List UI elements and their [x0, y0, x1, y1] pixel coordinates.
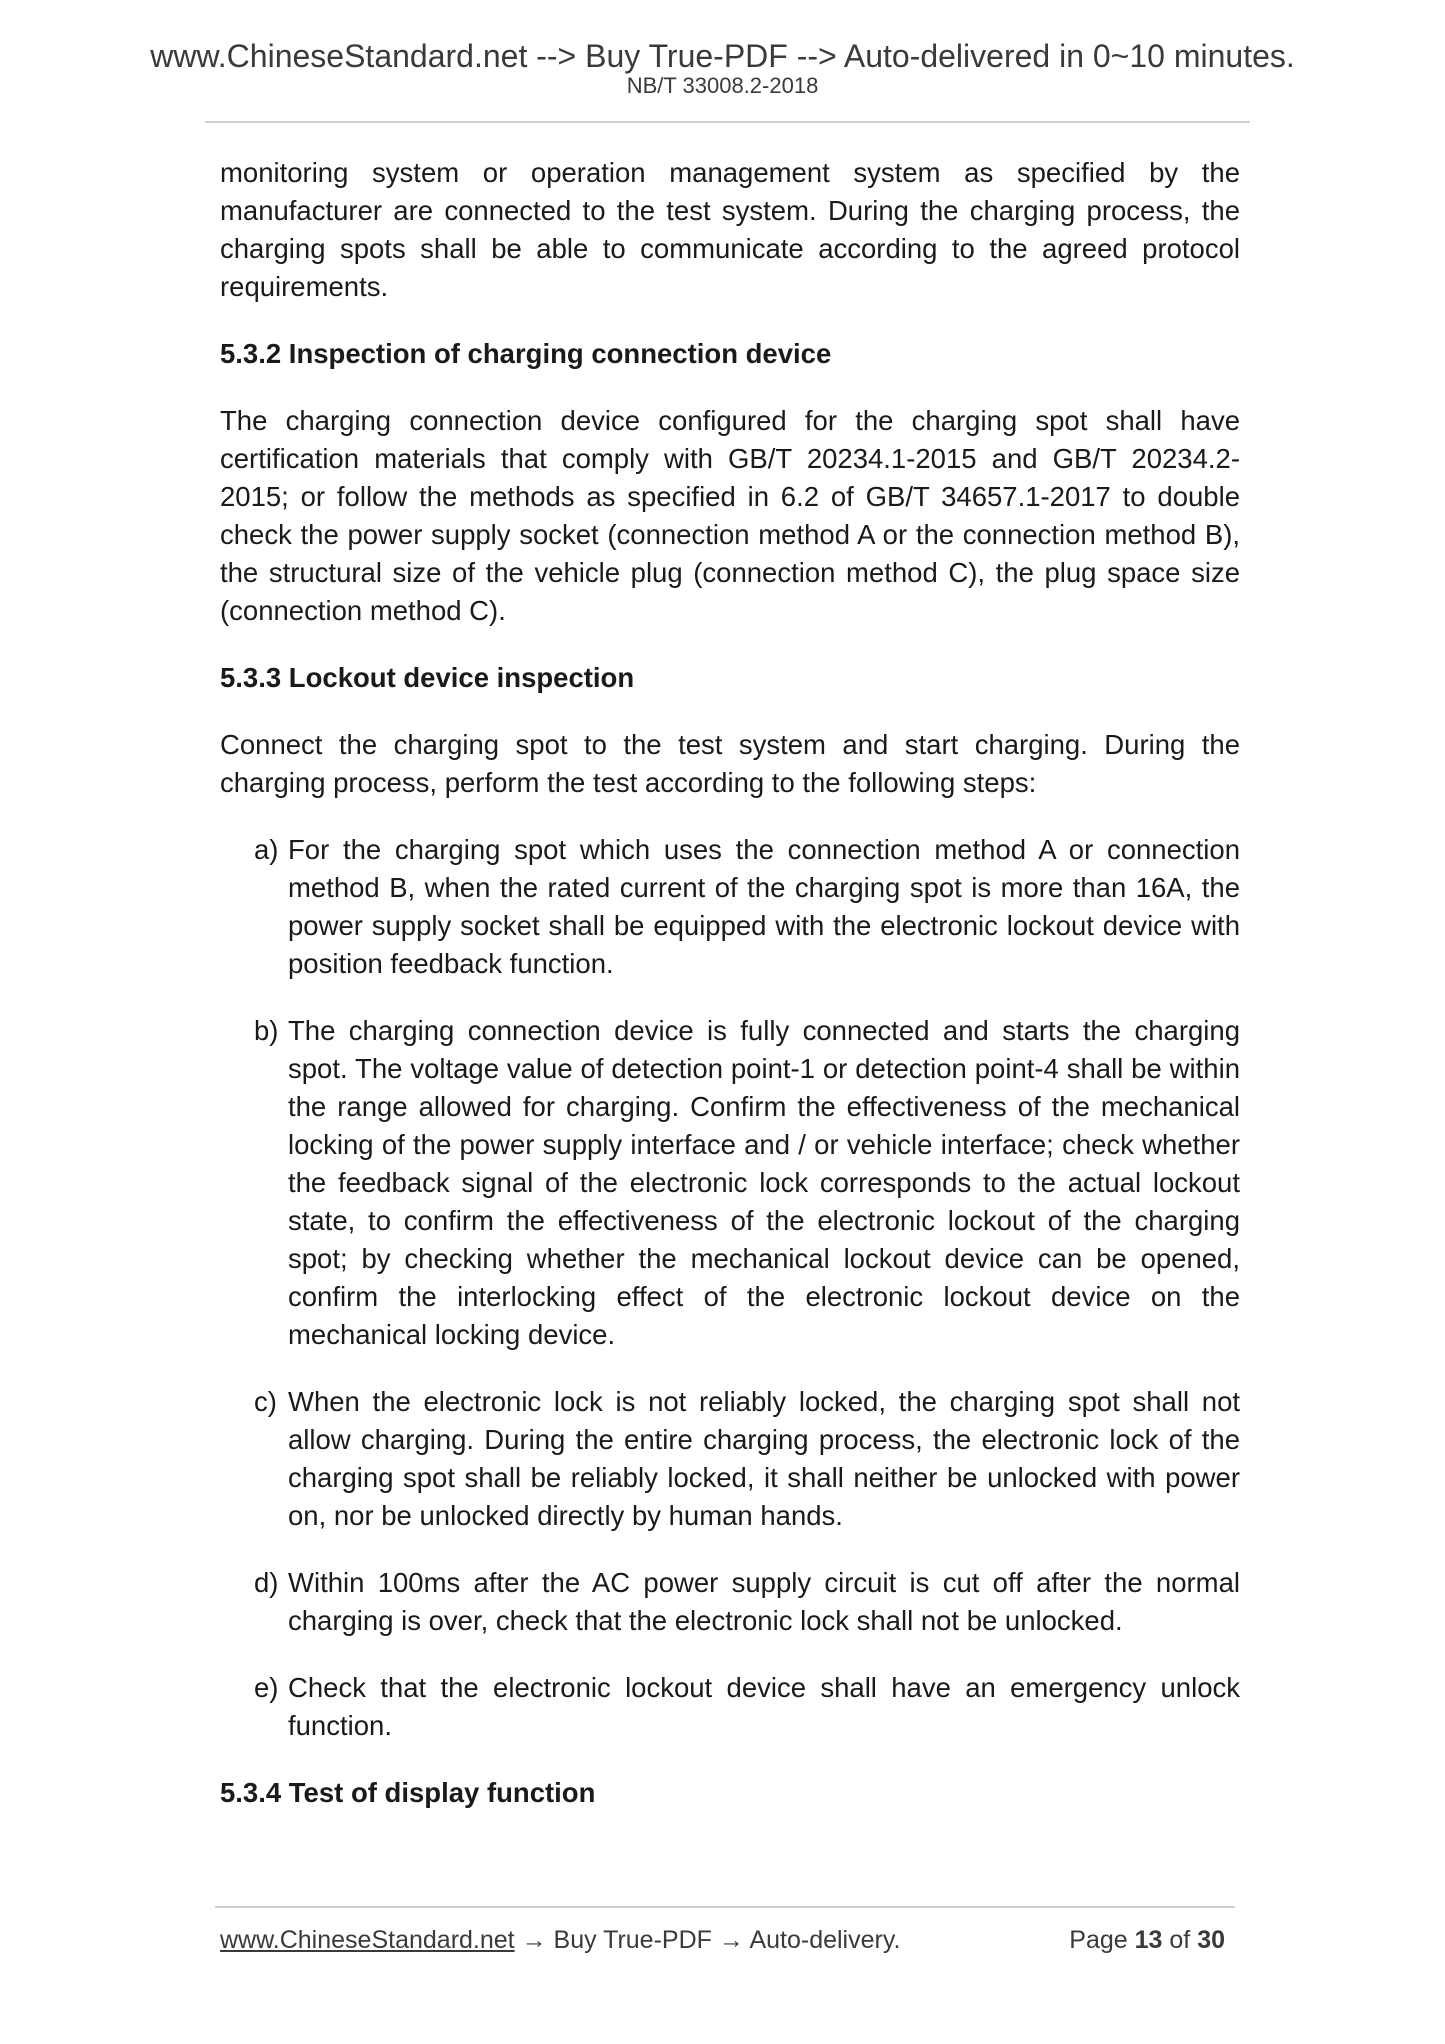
list-item-text: Within 100ms after the AC power supply circuit is cut off after the normal charging is over, check that the electronic lock shall not be unlocked.: [288, 1567, 1240, 1636]
list-marker: a): [254, 834, 279, 865]
list-item-d: [220, 1564, 1240, 1640]
of-label: of: [1169, 1926, 1191, 1954]
site-banner: www.ChineseStandard.net --> Buy True-PDF --> Auto-delivered in 0~10 minutes.: [150, 38, 1295, 74]
intro-paragraph: monitoring system or operation management system as specified by the manufacturer are connected to the test system. During the charging process, the charging spots shall be able to communicate according to the agreed protocol requirements.: [220, 157, 1240, 302]
section-heading-5-3-2: 5.3.2 Inspection of charging connection device: [220, 338, 832, 369]
list-item-b: [220, 1012, 1240, 1354]
header-divider: [205, 121, 1250, 123]
page-label: Page: [1069, 1926, 1128, 1954]
list-item-text: The charging connection device is fully connected and starts the charging spot. The voltage value of detection point-1 or detection point-4 shall be within the range allowed for charging. Confirm the effectiveness of the mechanical locking of the power supply interface and / or vehicle interface; check whether the feedback signal of the electronic lock corresponds to the actual lockout state, to confirm the effectiveness of the electronic lockout of the charging spot; by checking whether the mechanical lockout device can be opened, confirm the interlocking effect of the electronic lockout device on the mechanical locking device.: [288, 1015, 1240, 1350]
list-item-text: Check that the electronic lockout device shall have an emergency unlock function.: [288, 1672, 1240, 1741]
section-paragraph-5-3-3: Connect the charging spot to the test system and start charging. During the charging process, perform the test according to the following steps:: [220, 729, 1240, 798]
section-paragraph-5-3-2: The charging connection device configured for the charging spot shall have certification materials that comply with GB/T 20234.1-2015 and GB/T 20234.2-2015; or follow the methods as specified in 6.2 of GB/T 34657.1-2017 to double check the power supply socket (connection method A or the connection method B), the structural size of the vehicle plug (connection method C), the plug space size (connection method C).: [220, 405, 1240, 626]
list-item-text: For the charging spot which uses the connection method A or connection method B, when the rated current of the charging spot is more than 16A, the power supply socket shall be equipped with the electronic lockout device with position feedback function.: [288, 834, 1240, 979]
page-number: 13: [1134, 1926, 1163, 1954]
arrow-icon: →: [521, 1926, 547, 1954]
list-marker: d): [254, 1567, 279, 1598]
list-marker: b): [254, 1015, 279, 1046]
page-content: [220, 154, 1240, 1841]
document-id: NB/T 33008.2-2018: [626, 73, 819, 98]
arrow-icon: →: [718, 1926, 744, 1954]
total-pages: 30: [1197, 1926, 1225, 1954]
footer-divider: [215, 1906, 1235, 1908]
footer-site-link[interactable]: www.ChineseStandard.net: [220, 1926, 515, 1954]
list-item-e: [220, 1669, 1240, 1745]
list-item-c: [220, 1383, 1240, 1535]
page-indicator: [1069, 1924, 1225, 1956]
page-footer: [220, 1924, 1235, 1956]
section-heading-5-3-3: 5.3.3 Lockout device inspection: [220, 662, 635, 693]
list-item-a: [220, 831, 1240, 983]
footer-buy-text: Buy True-PDF: [553, 1926, 712, 1954]
section-heading-5-3-4: 5.3.4 Test of display function: [220, 1777, 596, 1808]
list-item-text: When the electronic lock is not reliably locked, the charging spot shall not allow charging. During the entire charging process, the electronic lock of the charging spot shall be reliably locked, it shall neither be unlocked with power on, nor be unlocked directly by human hands.: [288, 1386, 1240, 1531]
list-marker: e): [254, 1672, 279, 1703]
list-marker: c): [254, 1386, 277, 1417]
footer-auto-text: Auto-delivery.: [749, 1926, 901, 1954]
